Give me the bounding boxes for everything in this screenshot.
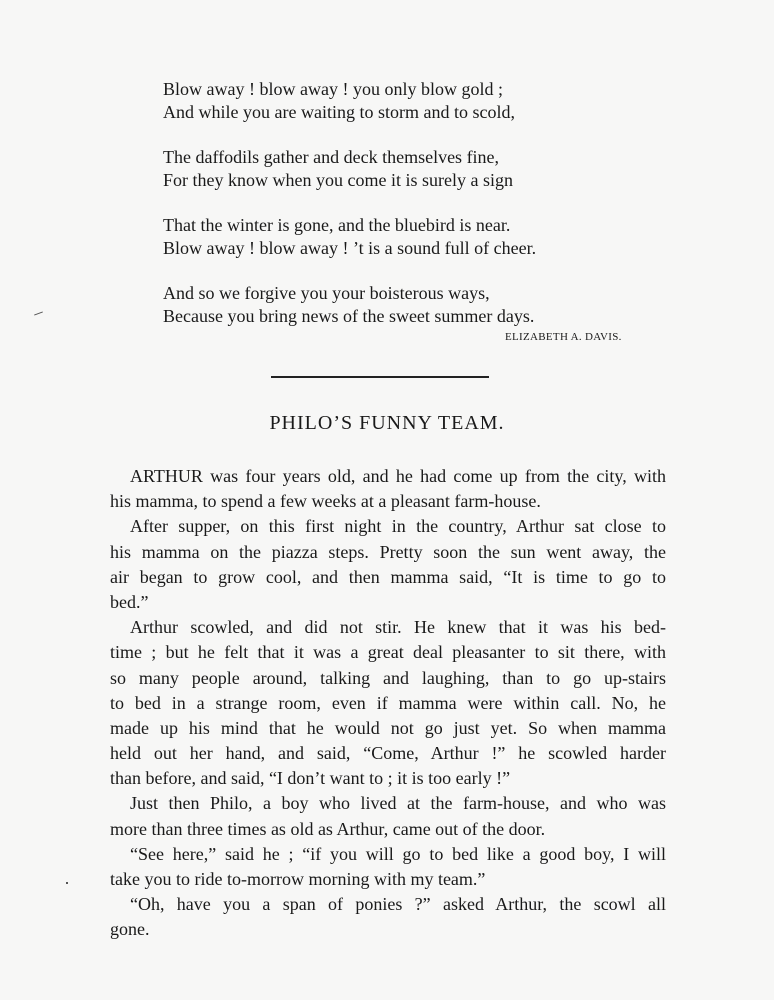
poem-stanza (163, 214, 663, 260)
section-divider (271, 376, 489, 378)
story-title: PHILO’S FUNNY TEAM. (269, 412, 505, 434)
poem-line: Blow away ! blow away ! ’t is a sound full of cheer. (163, 238, 537, 258)
text-line: Arthur scowled, and did not stir. He knew that it was his bed- (130, 617, 666, 638)
text-line: bed.” (110, 591, 149, 612)
text-line: take you to ride to-morrow morning with my team.” (110, 869, 486, 889)
text-line: more than three times as old as Arthur, came out of the door. (110, 818, 546, 839)
text-line: so many people around, talking and laughing, than to go up-stairs (110, 667, 666, 688)
poem-line: And while you are waiting to storm and to scold, (163, 102, 515, 122)
text-line: ARTHUR was four years old, and he had come up from the city, with (130, 466, 666, 486)
poem-stanza (163, 78, 663, 124)
poem (163, 78, 663, 350)
scan-speck (66, 882, 68, 884)
text-line: to bed in a strange room, even if mamma were within call. No, he (110, 692, 666, 713)
text-line: made up his mind that he would not go just yet. So when mamma (110, 717, 666, 738)
poem-line: The daffodils gather and deck themselves fine, (163, 147, 500, 167)
poem-line: For they know when you come it is surely a sign (163, 170, 513, 190)
poem-stanza (163, 146, 663, 192)
scan-speck (34, 311, 43, 315)
text-line: “Oh, have you a span of ponies ?” asked Arthur, the scowl all (130, 894, 666, 915)
text-line: than before, and said, “I don’t want to ; it is too early !” (110, 768, 511, 789)
poem-line: Because you bring news of the sweet summer days. (163, 306, 535, 326)
poem-line: That the winter is gone, and the bluebird is near. (163, 215, 511, 235)
text-line: his mamma, to spend a few weeks at a pleasant farm-house. (110, 491, 541, 512)
text-line: gone. (110, 919, 150, 940)
text-line: Just then Philo, a boy who lived at the farm-house, and who was (130, 793, 666, 814)
poem-line: And so we forgive you your boisterous ways, (163, 283, 490, 303)
text-line: “See here,” said he ; “if you will go to bed like a good boy, I will (130, 843, 666, 864)
story-body (110, 464, 666, 943)
text-line: air began to grow cool, and then mamma said, “It is time to go to (110, 566, 666, 587)
poem-stanza (163, 282, 663, 328)
text-line: held out her hand, and said, “Come, Arthur !” he scowled harder (110, 743, 666, 764)
text-line: his mamma on the piazza steps. Pretty soon the sun went away, the (110, 541, 666, 562)
text-line: time ; but he felt that it was a great deal pleasanter to sit there, with (110, 642, 666, 663)
text-line: After supper, on this first night in the country, Arthur sat close to (130, 516, 666, 537)
poem-author: ELIZABETH A. DAVIS. (505, 331, 622, 343)
poem-line: Blow away ! blow away ! you only blow gold ; (163, 79, 503, 99)
